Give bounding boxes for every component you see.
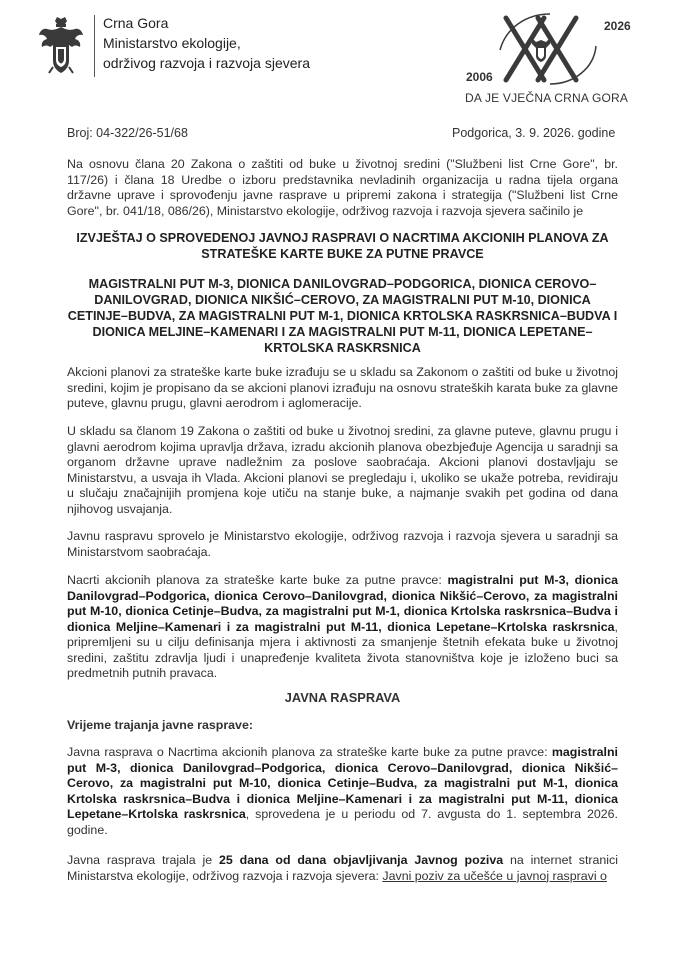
reference-number: Broj: 04-322/26-51/68 [67,126,188,140]
header-divider [94,15,95,77]
paragraph-4 [67,573,618,682]
paragraph-4-lead: Nacrti akcionih planova za strateške karte buke za putne pravce: [67,573,448,587]
paragraph-2: U skladu sa članom 19 Zakona o zaštiti od buke u životnoj sredini, za glavne puteve, glavnu prugu i glavni aerodrom kojima upravlja država, izradu akcionih planova obezbjeđuje Agencija u saradnji sa organom državne uprave nadležnim za poslove saobraćaja. Akcioni planovi dostavljaju se Ministarstvu, a usvaja ih Vlada. Akcioni planovi se pregledaju i, ukoliko se ukaže potreba, revidiraju u slučaju značajnijih promjena koje utiču na stanje buke, a najmanje svakih pet godina od dana njihovog usvajanja. [67,424,618,516]
paragraph-4-tail: , pripremljeni su u cilju definisanja mjera i aktivnosti za smanjenje štetnih efekata buke u životnoj sredini, zaštitu zdravlja ljudi i unapređenje kvaliteta života stanovništva koje je izloženo buci sa predmetnih putnih pravaca. [67,619,618,680]
paragraph-5-lead: Javna rasprava o Nacrtima akcionih planova za strateške karte buke za putne pravce: [67,745,552,759]
logo-slogan: DA JE VJEČNA CRNA GORA [465,91,629,105]
section-heading: JAVNA RASPRAVA [284,690,401,705]
paragraph-6-lead: Javna rasprava trajala je [67,853,220,867]
org-line-1: Crna Gora [103,15,169,31]
org-line-3: održivog razvoja i razvoja sjevera [103,55,310,71]
report-subtitle: MAGISTRALNI PUT M-3, DIONICA DANILOVGRAD–PODGORICA, DIONICA CEROVO–DANILOVGRAD, DIONICA NIKŠIĆ–CEROVO, ZA MAGISTRALNI PUT M-10, DIONICA CETINJE–BUDVA, ZA MAGISTRALNI PUT M-1, DIONICA KRTOLSKA RASKRSNICA–BUDVA I DIONICA MELJINE–KAMENARI I ZA MAGISTRALNI PUT M-11, DIONICA LEPETANE–KRTOLSKA RASKRSNICA [67,277,618,355]
paragraph-3: Javnu raspravu sprovelo je Ministarstvo ekologije, održivog razvoja i razvoja sjevera u saradnji sa Ministarstvom saobraćaja. [67,529,618,559]
org-line-2: Ministarstvo ekologije, [103,35,241,51]
montenegro-coat-of-arms-icon [37,15,85,75]
paragraph-6-middle: na internet stranici Ministarstva ekologije, održivog razvoja i razvoja sjevera: [67,853,618,883]
intro-paragraph: Na osnovu člana 20 Zakona o zaštiti od buke u životnoj sredini ("Službeni list Crne Gore", br. 117/26) i člana 18 Uredbe o izboru predstavnika nevladinih organizacija u radna tijela organa državne uprave i sprovođenju javne rasprave u pripremi zakona i strategija ("Službeni list Crne Gore", br. 041/18, 086/26), Ministarstvo ekologije, održivog razvoja i razvoja sjevera sačinilo je [67,157,618,218]
paragraph-5-bold: magistralni put M-3, dionica Danilovgrad–Podgorica, dionica Cerovo–Danilovgrad, dionica Nikšić–Cerovo, za magistralni put M-10, dionica Cetinje–Budva, za magistralni put M-1, dionica Krtolska raskrsnica–Budva i dionica Meljine–Kamenari i za magistralni put M-11, dionica Lepetane–Krtolska raskrsnica [67,745,618,821]
paragraph-6-bold: 25 dana od dana objavljivanja Javnog poziva [219,853,504,867]
duration-subheading: Vrijeme trajanja javne rasprave: [67,718,253,732]
logo-year-end: 2026 [604,19,631,33]
paragraph-5 [67,745,618,838]
logo-year-start: 2006 [466,70,493,84]
paragraph-5-tail: , sprovedena je u periodu od 7. avgusta do 1. septembra 2026. godine. [67,807,618,837]
paragraph-4-bold: magistralni put M-3, dionica Danilovgrad–Podgorica, dionica Cerovo–Danilovgrad, dionica Nikšić–Cerovo, za magistralni put M-10, dionica Cetinje–Budva, za magistralni put M-1, dionica Krtolska raskrsnica–Budva i dionica Meljine–Kamenari i za magistralni put M-11, dionica Lepetane–Krtolska raskrsnica [67,573,618,634]
public-call-link[interactable]: Javni poziv za učešće u javnoj raspravi o [382,868,607,883]
paragraph-1: Akcioni planovi za strateške karte buke izrađuju se u skladu sa Zakonom o zaštiti od buke u životnoj sredini, kojim je propisano da se akcioni planovi izrađuju na osnovu strateških karata buke za glavne puteve, glavnu prugu, glavni aerodrom i aglomeracije. [67,365,618,410]
paragraph-6 [67,853,618,884]
ministry-name [103,13,310,73]
place-and-date: Podgorica, 3. 9. 2026. godine [452,126,616,140]
report-title: IZVJEŠTAJ O SPROVEDENOJ JAVNOJ RASPRAVI O NACRTIMA AKCIONIH PLANOVA ZA STRATEŠKE KARTE BUKE ZA PUTNE PRAVCE [76,231,609,261]
